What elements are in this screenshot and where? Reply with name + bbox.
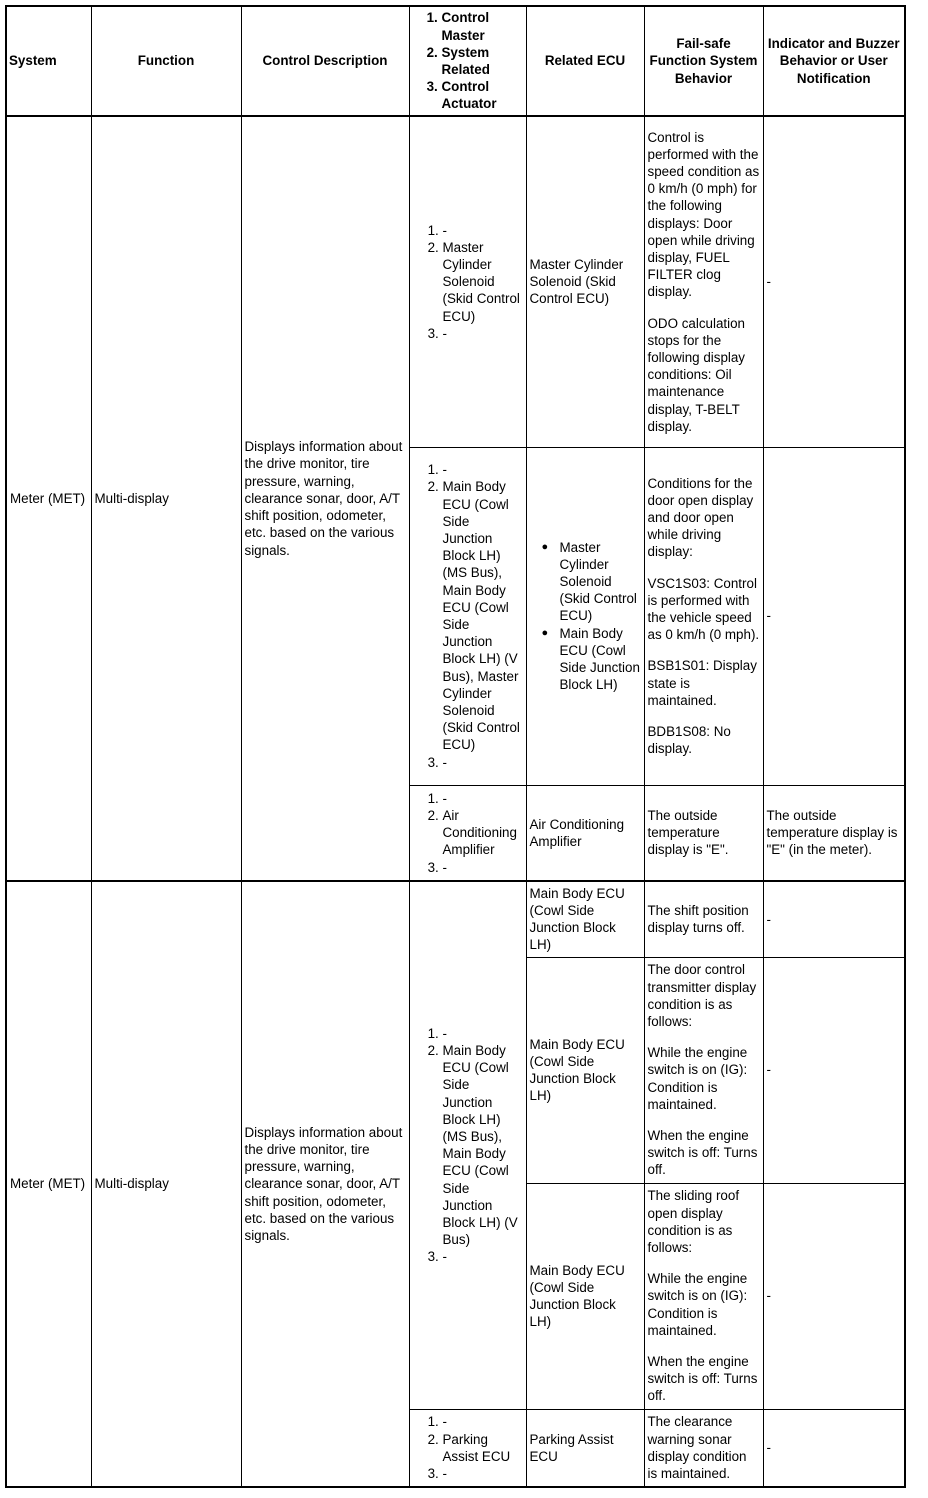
control-cell (409, 881, 526, 1409)
header-control-actuator: 3. Control Actuator (442, 78, 524, 112)
related-ecu-cell: Main Body ECU (Cowl Side Junction Block LH) (526, 957, 644, 1183)
system-related: 2. Main Body ECU (Cowl Side Junction Block LH) (MS Bus), Main Body ECU (Cowl Side Junction Block LH) (V Bus) (443, 1042, 523, 1248)
failsafe-paragraph: While the engine switch is on (IG): Condition is maintained. (647, 1271, 748, 1338)
header-control-list (409, 6, 526, 116)
related-ecu-item: ● Main Body ECU (Cowl Side Junction Block LH) (560, 625, 641, 694)
function-cell: Multi-display (91, 116, 241, 881)
header-function: Function (91, 6, 241, 116)
control-actuator: 3. - (443, 1248, 523, 1265)
header-row (6, 6, 905, 116)
header-system-related: 2. System Related (442, 44, 524, 78)
failsafe-paragraph: The shift position display turns off. (647, 903, 749, 936)
related-ecu-cell: Main Body ECU (Cowl Side Junction Block LH) (526, 1183, 644, 1409)
failsafe-paragraph: The sliding roof open display condition is as follows: (647, 1188, 740, 1255)
system-cell: Meter (MET) (6, 116, 91, 881)
failsafe-paragraph: When the engine switch is off: Turns off. (647, 1128, 758, 1178)
related-ecu-cell: Master Cylinder Solenoid (Skid Control ECU) (526, 116, 644, 447)
failsafe-paragraph: BDB1S08: No display. (647, 724, 731, 757)
control-master: 1. - (443, 222, 523, 239)
system-related: 2. Air Conditioning Amplifier (443, 807, 523, 859)
table-row (6, 116, 905, 447)
header-control-master: 1. Control Master (442, 9, 524, 43)
control-master: 1. - (443, 1025, 523, 1042)
failsafe-paragraph: Conditions for the door open display and door open while driving display: (647, 475, 754, 560)
control-master: 1. - (443, 790, 523, 807)
header-system: System (6, 6, 91, 116)
indicator-cell: The outside temperature display is "E" (in the meter). (763, 785, 905, 881)
control-actuator: 3. - (443, 859, 523, 876)
control-cell (409, 1409, 526, 1487)
table-row (6, 881, 905, 957)
indicator-cell: - (763, 1409, 905, 1487)
failsafe-paragraph: ODO calculation stops for the following display conditions: Oil maintenance display, T-BELT display. (647, 315, 746, 434)
control-description-cell: Displays information about the drive monitor, tire pressure, warning, clearance sonar, door, A/T shift position, odometer, etc. based on the various signals. (241, 881, 409, 1487)
indicator-cell: - (763, 1183, 905, 1409)
failsafe-paragraph: BSB1S01: Display state is maintained. (647, 658, 757, 708)
header-indicator: Indicator and Buzzer Behavior or User Notification (763, 6, 905, 116)
failsafe-cell (644, 116, 763, 447)
control-cell (409, 116, 526, 447)
system-related: 2. Main Body ECU (Cowl Side Junction Block LH) (MS Bus), Main Body ECU (Cowl Side Junction Block LH) (V Bus), Master Cylinder Solenoid (Skid Control ECU) (443, 478, 523, 753)
related-ecu-cell: Air Conditioning Amplifier (526, 785, 644, 881)
related-ecu-cell: Main Body ECU (Cowl Side Junction Block LH) (526, 881, 644, 957)
failsafe-paragraph: The door control transmitter display condition is as follows: (647, 962, 757, 1029)
failsafe-cell (644, 447, 763, 785)
control-actuator: 3. - (443, 1465, 523, 1482)
control-master: 1. - (443, 1413, 523, 1430)
control-cell (409, 447, 526, 785)
system-related: 2. Master Cylinder Solenoid (Skid Control ECU) (443, 239, 523, 325)
system-related: 2. Parking Assist ECU (443, 1431, 523, 1465)
related-ecu-cell: Parking Assist ECU (526, 1409, 644, 1487)
fail-safe-table (5, 5, 906, 1488)
failsafe-cell (644, 957, 763, 1183)
failsafe-paragraph: VSC1S03: Control is performed with the vehicle speed as 0 km/h (0 mph). (647, 575, 760, 643)
control-cell (409, 785, 526, 881)
related-ecu-cell (526, 447, 644, 785)
failsafe-paragraph: The outside temperature display is "E". (647, 807, 729, 858)
failsafe-paragraph: Control is performed with the speed condition as 0 km/h (0 mph) for the following displays: Door open while driving display, FUEL FILTER clog display. (647, 129, 760, 300)
failsafe-cell (644, 785, 763, 881)
control-description-cell: Displays information about the drive monitor, tire pressure, warning, clearance sonar, door, A/T shift position, odometer, etc. based on the various signals. (241, 116, 409, 881)
control-actuator: 3. - (443, 325, 523, 342)
failsafe-cell (644, 1409, 763, 1487)
header-control-description: Control Description (241, 6, 409, 116)
function-cell: Multi-display (91, 881, 241, 1487)
failsafe-cell (644, 881, 763, 957)
related-ecu-item: ● Master Cylinder Solenoid (Skid Control ECU) (560, 539, 641, 625)
control-actuator: 3. - (443, 754, 523, 771)
control-master: 1. - (443, 461, 523, 478)
header-failsafe: Fail-safe Function System Behavior (644, 6, 763, 116)
failsafe-paragraph: The clearance warning sonar display condition is maintained. (647, 1414, 747, 1481)
indicator-cell: - (763, 881, 905, 957)
failsafe-cell (644, 1183, 763, 1409)
indicator-cell: - (763, 116, 905, 447)
header-related-ecu: Related ECU (526, 6, 644, 116)
failsafe-paragraph: While the engine switch is on (IG): Condition is maintained. (647, 1045, 748, 1112)
failsafe-paragraph: When the engine switch is off: Turns off. (647, 1354, 758, 1404)
indicator-cell: - (763, 957, 905, 1183)
indicator-cell: - (763, 447, 905, 785)
system-cell: Meter (MET) (6, 881, 91, 1487)
